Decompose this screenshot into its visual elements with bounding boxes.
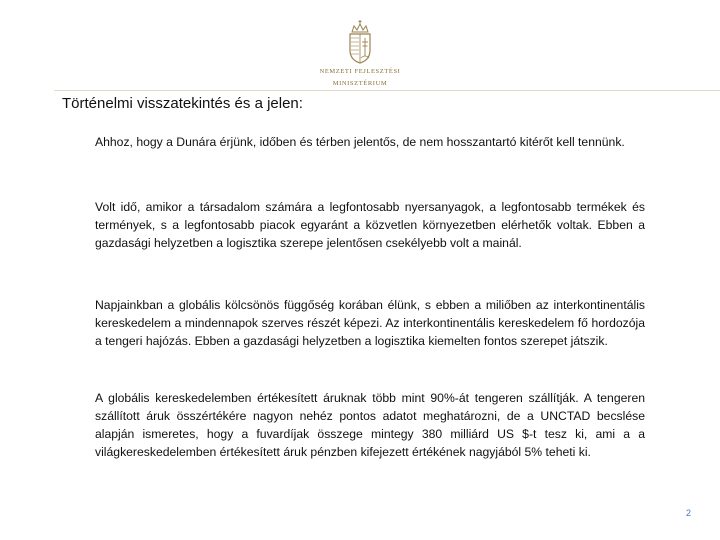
coat-of-arms-icon xyxy=(345,20,375,64)
ministry-logo xyxy=(318,20,402,87)
paragraph-4: A globális kereskedelemben értékesített áruknak több mint 90%-át tengeren szállítják. A tengeren szállított áruk összértékére nagyon nehéz pontos adatot meghatározni, de a UNCTAD becslése alapján ismeretes, hogy a fuvardíjak összege mintegy 380 milliárd US $-t tesz ki, ami a a világkereskedelemben értékesített áruk pénzben kifejezett értékének nagyjából 5% teheti ki. xyxy=(95,391,645,459)
paragraph-2: Volt idő, amikor a társadalom számára a legfontosabb nyersanyagok, a legfontosabb termékek és termények, s a legfontosabb piacok egyaránt a közvetlen környezetben elérhetők voltak. Ebben a gazdasági helyzetben a logisztika szerepe jelentősen csekélyebb volt a mainál. xyxy=(95,200,645,250)
logo-line-2: MINISZTÉRIUM xyxy=(332,80,388,87)
logo-line-1: NEMZETI FEJLESZTÉSI xyxy=(319,68,401,75)
slide-title: Történelmi visszatekintés és a jelen: xyxy=(62,95,303,112)
paragraph-1: Ahhoz, hogy a Dunára érjünk, időben és térben jelentős, de nem hosszantartó kitérőt kell tennünk. xyxy=(95,135,625,149)
paragraph-3: Napjainkban a globális kölcsönös függőség korában élünk, s ebben a miliőben az interkontinentális kereskedelem a mindennapok szerves részét képezi. Az interkontinentális kereskedelem fő hordozója a tengeri hajózás. Ebben a gazdasági helyzetben a logisztika kiemelten fontos szerepet játszik. xyxy=(95,298,645,348)
header-divider xyxy=(54,90,720,91)
page-number: 2 xyxy=(686,508,692,518)
